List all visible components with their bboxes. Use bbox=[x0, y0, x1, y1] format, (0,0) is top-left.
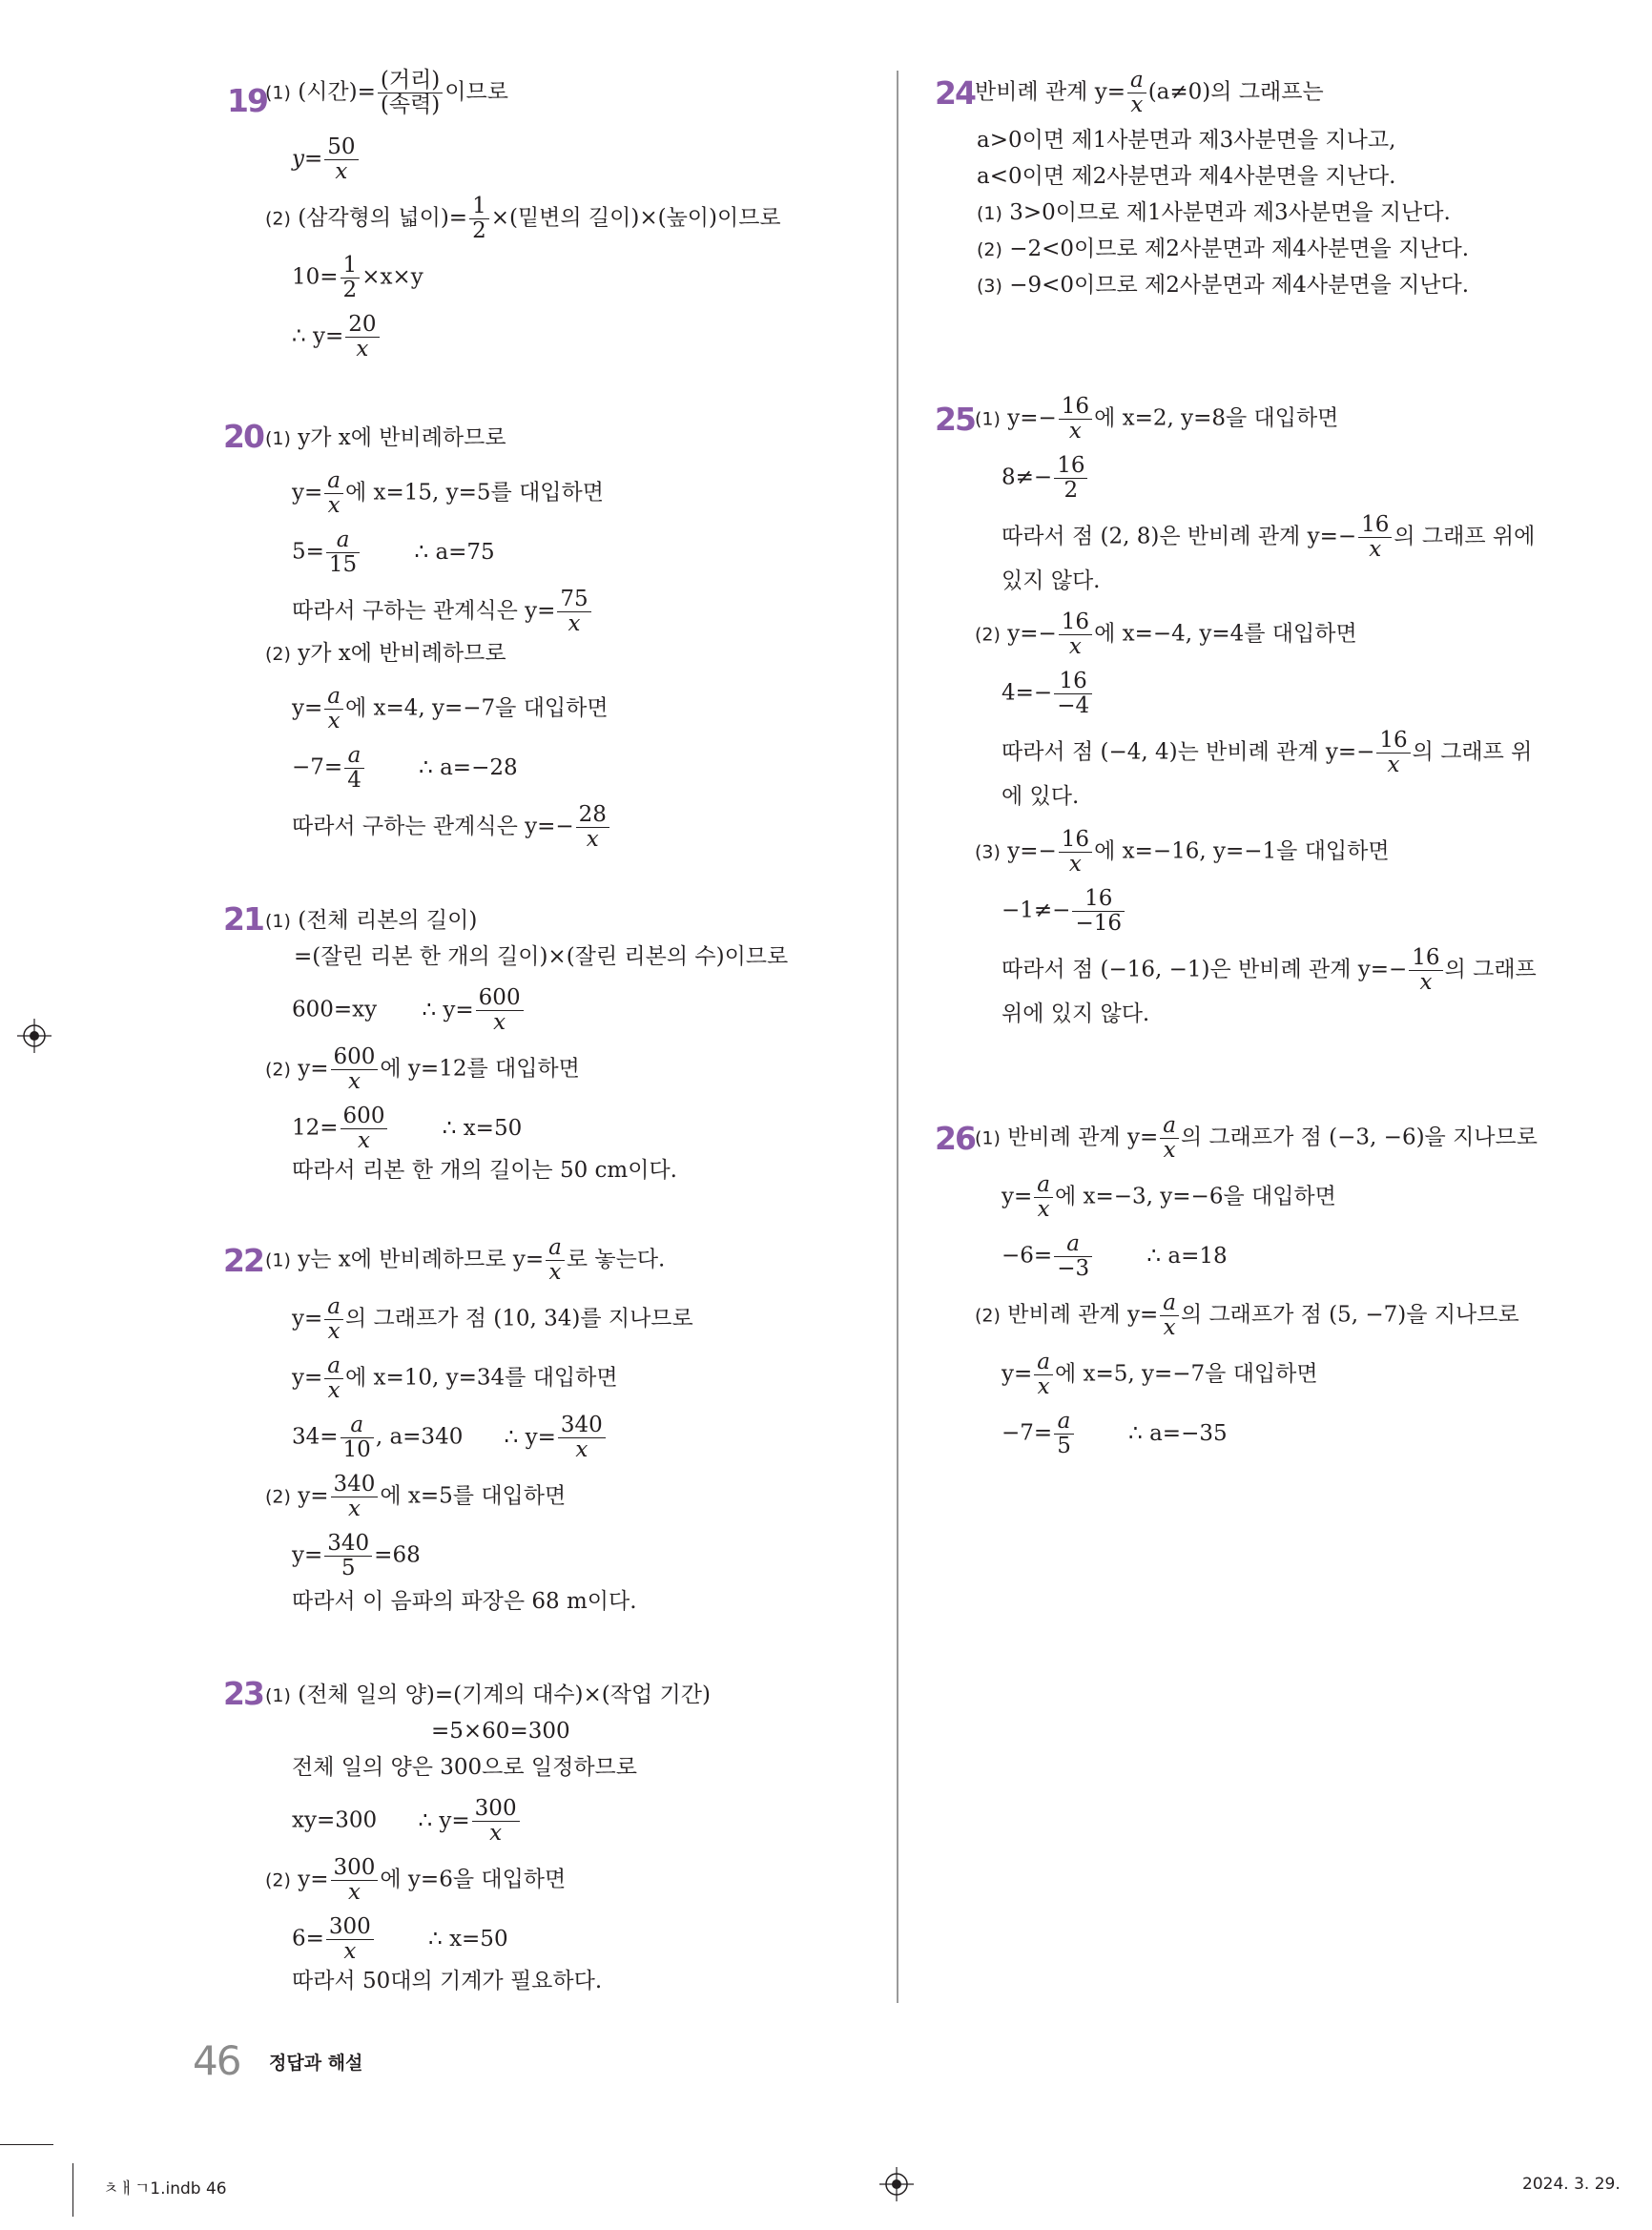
answer-line: (2) y= $\frac{600}{x}$ 에 y=12를 대입하면 bbox=[265, 1044, 580, 1094]
answer-line: −7= $\frac{a}{4}$ ∴ a=−28 bbox=[292, 743, 518, 793]
answer-line: −1≠− $\frac{16}{-16}$ bbox=[1002, 887, 1126, 936]
answer-line: 따라서 구하는 관계식은 y= $\frac{75}{x}$ bbox=[292, 588, 593, 636]
answer-line: (1) y=− $\frac{16}{x}$ 에 x=2, y=8을 대입하면 bbox=[975, 394, 1339, 444]
answer-line: =(잘린 리본 한 개의 길이)×(잘린 리본의 수)이므로 bbox=[294, 944, 789, 969]
answer-line: 5= $\frac{a}{15}$ ∴ a=75 bbox=[292, 527, 495, 577]
answer-line: (1) (전체 리본의 길이) bbox=[265, 908, 478, 933]
problem-number: 26 bbox=[935, 1120, 975, 1157]
answer-line: (3) y=− $\frac{16}{x}$ 에 x=−16, y=−1을 대입하면 bbox=[975, 827, 1390, 877]
answer-line: 10= $\frac{1}{2}$ ×x×y bbox=[292, 253, 423, 302]
answer-line: (2) (삼각형의 넓이)= $\frac{1}{2}$ ×(밑변의 길이)×(높이)이므로 bbox=[265, 194, 781, 243]
print-date: 2024. 3. 29. bbox=[1522, 2175, 1621, 2194]
trim-mark-horizontal bbox=[0, 2144, 53, 2145]
answer-line: 600=xy ∴ y= $\frac{600}{x}$ bbox=[292, 986, 526, 1035]
problem-number: 25 bbox=[935, 401, 975, 438]
problem-number: 22 bbox=[223, 1242, 263, 1279]
problem-number: 20 bbox=[223, 418, 263, 455]
answer-line: 있지 않다. bbox=[1002, 568, 1101, 593]
answer-line: 12= $\frac{600}{x}$ ∴ x=50 bbox=[292, 1104, 523, 1153]
answer-line: (1) 3>0이므로 제1사분면과 제3사분면을 지난다. bbox=[977, 200, 1451, 225]
answer-line: 따라서 구하는 관계식은 y=− $\frac{28}{x}$ bbox=[292, 803, 611, 852]
answer-line: a<0이면 제2사분면과 제4사분면을 지난다. bbox=[977, 164, 1396, 189]
answer-line: (1) (시간)= $\frac{\text{(거리)}}{\text{(속력)}}$ 이므로 bbox=[265, 68, 508, 117]
answer-line: (1) 반비례 관계 y= $\frac{a}{x}$ 의 그래프가 점 (−3, −6)을 지나므로 bbox=[975, 1113, 1538, 1163]
answer-line: (2) y가 x에 반비례하므로 bbox=[265, 641, 506, 666]
answer-line: (2) y= $\frac{300}{x}$ 에 y=6을 대입하면 bbox=[265, 1855, 567, 1905]
answer-line: =5×60=300 bbox=[431, 1719, 570, 1744]
answer-line: (2) y=− $\frac{16}{x}$ 에 x=−4, y=4를 대입하면 bbox=[975, 609, 1357, 659]
answer-line: y= $\frac{a}{x}$ 에 x=5, y=−7을 대입하면 bbox=[1002, 1350, 1318, 1399]
section-title: 정답과 해설 bbox=[269, 2053, 363, 2074]
answer-line: 8≠− $\frac{16}{2}$ bbox=[1002, 454, 1089, 503]
answer-line: 따라서 점 (−16, −1)은 반비례 관계 y=− $\frac{16}{x}$ 의 그래프 bbox=[1002, 945, 1537, 995]
answer-line: −6= $\frac{a}{-3}$ ∴ a=18 bbox=[1002, 1231, 1228, 1281]
column-divider bbox=[897, 71, 898, 2003]
answer-line: (1) y는 x에 반비례하므로 y= $\frac{a}{x}$ 로 놓는다. bbox=[265, 1235, 666, 1285]
answer-line: 따라서 점 (−4, 4)는 반비례 관계 y=− $\frac{16}{x}$ 의 그래프 위 bbox=[1002, 728, 1533, 777]
answer-line: y= $\frac{340}{5}$ =68 bbox=[292, 1531, 421, 1580]
answer-line: (2) −2<0이므로 제2사분면과 제4사분면을 지난다. bbox=[977, 237, 1470, 261]
registration-mark-left bbox=[17, 1019, 52, 1053]
answer-line: y= $\frac{a}{x}$ 에 x=10, y=34를 대입하면 bbox=[292, 1353, 618, 1403]
answer-line: 따라서 50대의 기계가 필요하다. bbox=[292, 1969, 603, 1993]
answer-line: (1) (전체 일의 양)=(기계의 대수)×(작업 기간) bbox=[265, 1683, 711, 1707]
answer-line: 4=− $\frac{16}{-4}$ bbox=[1002, 670, 1094, 718]
page-number: 46 bbox=[193, 2037, 240, 2084]
answer-line: y= $\frac{50}{x}$ bbox=[292, 135, 361, 184]
answer-line: 반비례 관계 y= $\frac{a}{x}$ (a≠0)의 그래프는 bbox=[975, 68, 1324, 117]
answer-line: (2) 반비례 관계 y= $\frac{a}{x}$ 의 그래프가 점 (5, −7)을 지나므로 bbox=[975, 1291, 1519, 1340]
answer-line: 전체 일의 양은 300으로 일정하므로 bbox=[292, 1755, 637, 1780]
answer-line: a>0이면 제1사분면과 제3사분면을 지나고, bbox=[977, 128, 1396, 153]
answer-line: 6= $\frac{300}{x}$ ∴ x=50 bbox=[292, 1914, 508, 1964]
answer-line: y= $\frac{a}{x}$ 에 x=15, y=5를 대입하면 bbox=[292, 468, 604, 518]
answer-line: −7= $\frac{a}{5}$ ∴ a=−35 bbox=[1002, 1409, 1228, 1458]
answer-line: 따라서 리본 한 개의 길이는 50 cm이다. bbox=[292, 1158, 677, 1183]
answer-line: 34= $\frac{a}{10}$ , a=340 ∴ y= $\frac{340}{x}$ bbox=[292, 1414, 608, 1462]
answer-line: xy=300 ∴ y= $\frac{300}{x}$ bbox=[292, 1797, 522, 1846]
answer-line: y= $\frac{a}{x}$ 에 x=−3, y=−6을 대입하면 bbox=[1002, 1172, 1336, 1222]
answer-line: 따라서 점 (2, 8)은 반비례 관계 y=− $\frac{16}{x}$ 의 그래프 위에 bbox=[1002, 512, 1536, 562]
answer-line: 위에 있지 않다. bbox=[1002, 1001, 1150, 1026]
answer-line: 에 있다. bbox=[1002, 784, 1080, 809]
answer-line: (3) −9<0이므로 제2사분면과 제4사분면을 지난다. bbox=[977, 273, 1470, 298]
answer-line: 따라서 이 음파의 파장은 68 m이다. bbox=[292, 1589, 637, 1614]
answer-line: (2) y= $\frac{340}{x}$ 에 x=5를 대입하면 bbox=[265, 1472, 567, 1521]
answer-line: y= $\frac{a}{x}$ 에 x=4, y=−7을 대입하면 bbox=[292, 684, 609, 733]
file-name: ㅊㅐㄱ1.indb 46 bbox=[103, 2179, 227, 2199]
answer-line: (1) y가 x에 반비례하므로 bbox=[265, 425, 506, 450]
registration-mark-bottom bbox=[879, 2167, 914, 2201]
problem-number: 19 bbox=[227, 82, 267, 119]
answer-line: ∴ y= $\frac{20}{x}$ bbox=[292, 313, 382, 361]
answer-line: y= $\frac{a}{x}$ 의 그래프가 점 (10, 34)를 지나므로 bbox=[292, 1294, 693, 1344]
problem-number: 24 bbox=[935, 74, 975, 112]
problem-number: 23 bbox=[223, 1675, 263, 1712]
problem-number: 21 bbox=[223, 900, 263, 938]
trim-mark-vertical bbox=[72, 2163, 73, 2217]
